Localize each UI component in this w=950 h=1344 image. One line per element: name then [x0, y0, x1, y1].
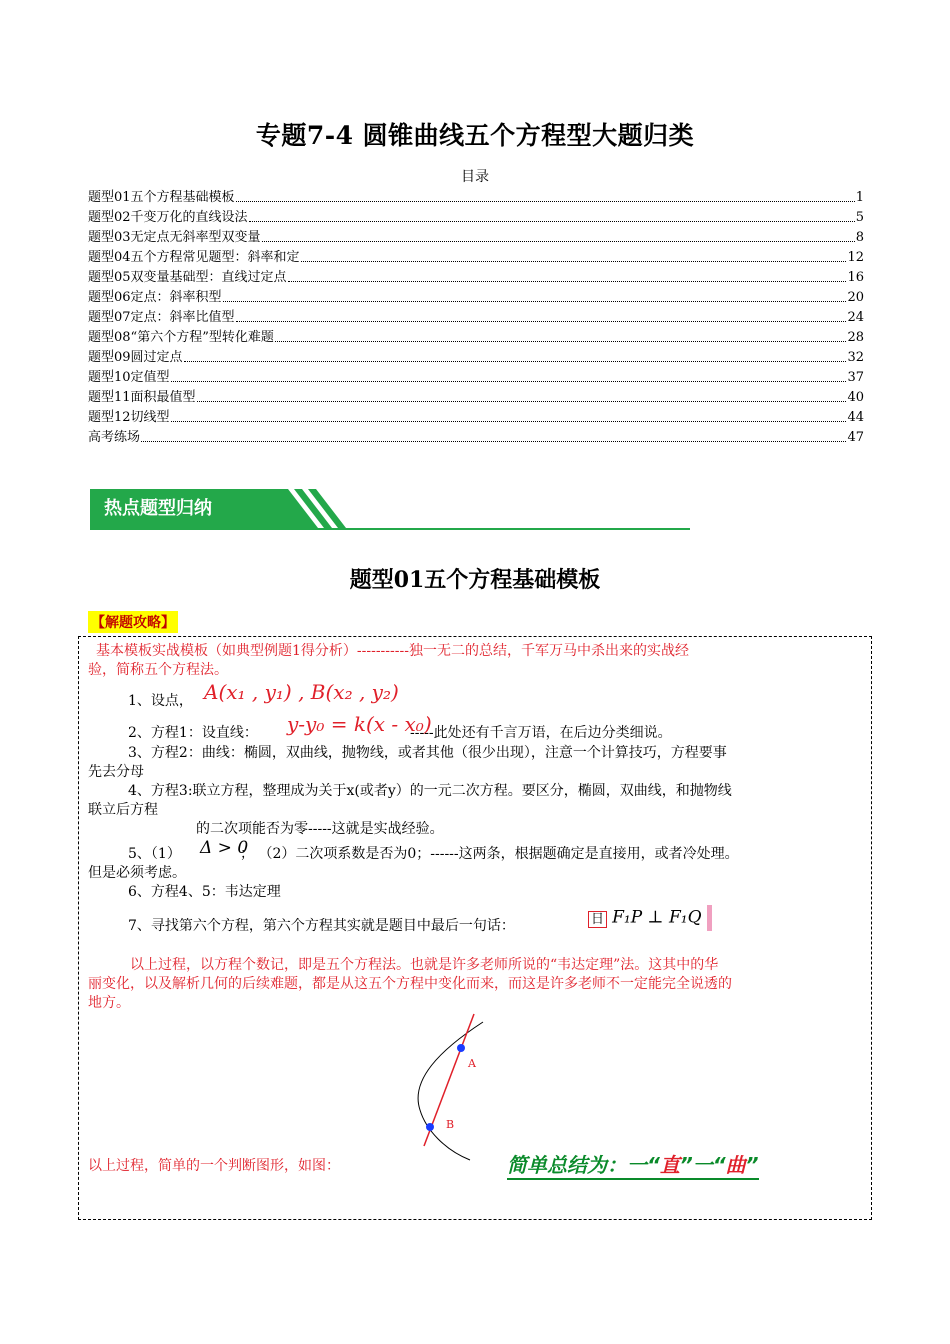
- figure-caption: 以上过程，简单的一个判断图形，如图：: [88, 1158, 340, 1174]
- step-5: 但是必须考虑。: [88, 865, 186, 881]
- summary-paragraph: 丽变化，以及解析几何的后续难题，都是从这五个方程中变化而来，而这是许多老师不一定能完全说透的: [88, 976, 732, 992]
- toc-entry[interactable]: 题型03无定点无斜率型双变量 8: [88, 230, 864, 245]
- intersection-point: [457, 1044, 465, 1052]
- step-7-formula-wrap: [588, 905, 712, 931]
- toc-entry[interactable]: 题型10定值型 37: [88, 370, 864, 385]
- step-3: 3、方程2：曲线：椭圆，双曲线，抛物线，或者其他（很少出现），注意一个计算技巧，方程要事: [128, 745, 727, 761]
- step-1: 1、设点，: [128, 693, 193, 709]
- ri-glyph: 日: [588, 911, 607, 928]
- intro-line: 基本模板实战模板（如典型例题1得分析）-----------独一无二的总结，千军万马中杀出来的实战经: [96, 643, 689, 659]
- step-4: 4、方程3:联立方程，整理成为关于x(或者y）的一元二次方程。要区分，椭圆，双曲线，和抛物线: [128, 783, 732, 799]
- step-1-formula: A(x₁ , y₁) , B(x₂ , y₂): [204, 680, 399, 704]
- toc-entry[interactable]: 题型08“第六个方程”型转化难题 28: [88, 330, 864, 345]
- toc-entry[interactable]: 高考练场 47: [88, 430, 864, 445]
- step-7-formula: F₁P ⊥ F₁Q: [612, 907, 702, 928]
- toc-entry[interactable]: 题型06定点：斜率积型 20: [88, 290, 864, 305]
- point-b-label: B: [446, 1118, 455, 1131]
- summary-paragraph: 地方。: [88, 995, 130, 1011]
- toc-entry[interactable]: 题型12切线型 44: [88, 410, 864, 425]
- summary-slogan: 简单总结为：一“直”一“曲”: [507, 1149, 759, 1180]
- step-4: 的二次项能否为零-----这就是实战经验。: [196, 821, 444, 837]
- step-2: 2、方程1：设直线：: [128, 725, 258, 741]
- toc-entry[interactable]: 题型05双变量基础型：直线过定点 16: [88, 270, 864, 285]
- toc-entry[interactable]: 题型04五个方程常见题型：斜率和定 12: [88, 250, 864, 265]
- step-4: 联立后方程: [88, 802, 158, 818]
- intersection-point: [426, 1123, 434, 1131]
- step-2-formula: y-y₀ = k(x - x₀): [287, 712, 432, 736]
- step-6: 6、方程4、5：韦达定理: [128, 884, 281, 900]
- step-7: 7、寻找第六个方程，第六个方程其实就是题目中最后一句话：: [128, 918, 515, 934]
- summary-paragraph: 以上过程，以方程个数记，即是五个方程法。也就是许多老师所说的“韦达定理”法。这其中的华: [130, 957, 719, 973]
- toc-entry[interactable]: 题型07定点：斜率比值型 24: [88, 310, 864, 325]
- toc-heading: 目录: [461, 169, 489, 185]
- banner-stripes-icon: [268, 489, 398, 530]
- page-title: 专题7-4 圆锥曲线五个方程型大题归类: [255, 121, 695, 150]
- table-of-contents: [88, 186, 864, 446]
- toc-entry[interactable]: 题型11面积最值型 40: [88, 390, 864, 405]
- step-2-note: -----此处还有千言万语，在后边分类细说。: [410, 725, 672, 741]
- toc-entry[interactable]: 题型01五个方程基础模板 1: [88, 190, 864, 205]
- banner-label: 热点题型归纳: [90, 489, 268, 528]
- strategy-tag: 【解题攻略】: [88, 611, 178, 633]
- toc-entry[interactable]: 题型09圆过定点 32: [88, 350, 864, 365]
- step-5: ； （2）二次项系数是否为0；------这两条，根据题确定是直接用，或者冷处理。: [240, 846, 739, 862]
- point-a-label: A: [468, 1057, 476, 1070]
- step-5: 5、（1）: [128, 846, 181, 862]
- step-3: 先去分母: [88, 764, 144, 780]
- line-curve-figure: [400, 1010, 500, 1170]
- section-title: 题型01五个方程基础模板: [349, 567, 601, 593]
- intro-line: 验，简称五个方程法。: [88, 662, 228, 678]
- section-banner: [90, 489, 690, 531]
- step-5-formula: Δ > 0: [200, 838, 249, 858]
- toc-entry[interactable]: 题型02千变万化的直线设法 5: [88, 210, 864, 225]
